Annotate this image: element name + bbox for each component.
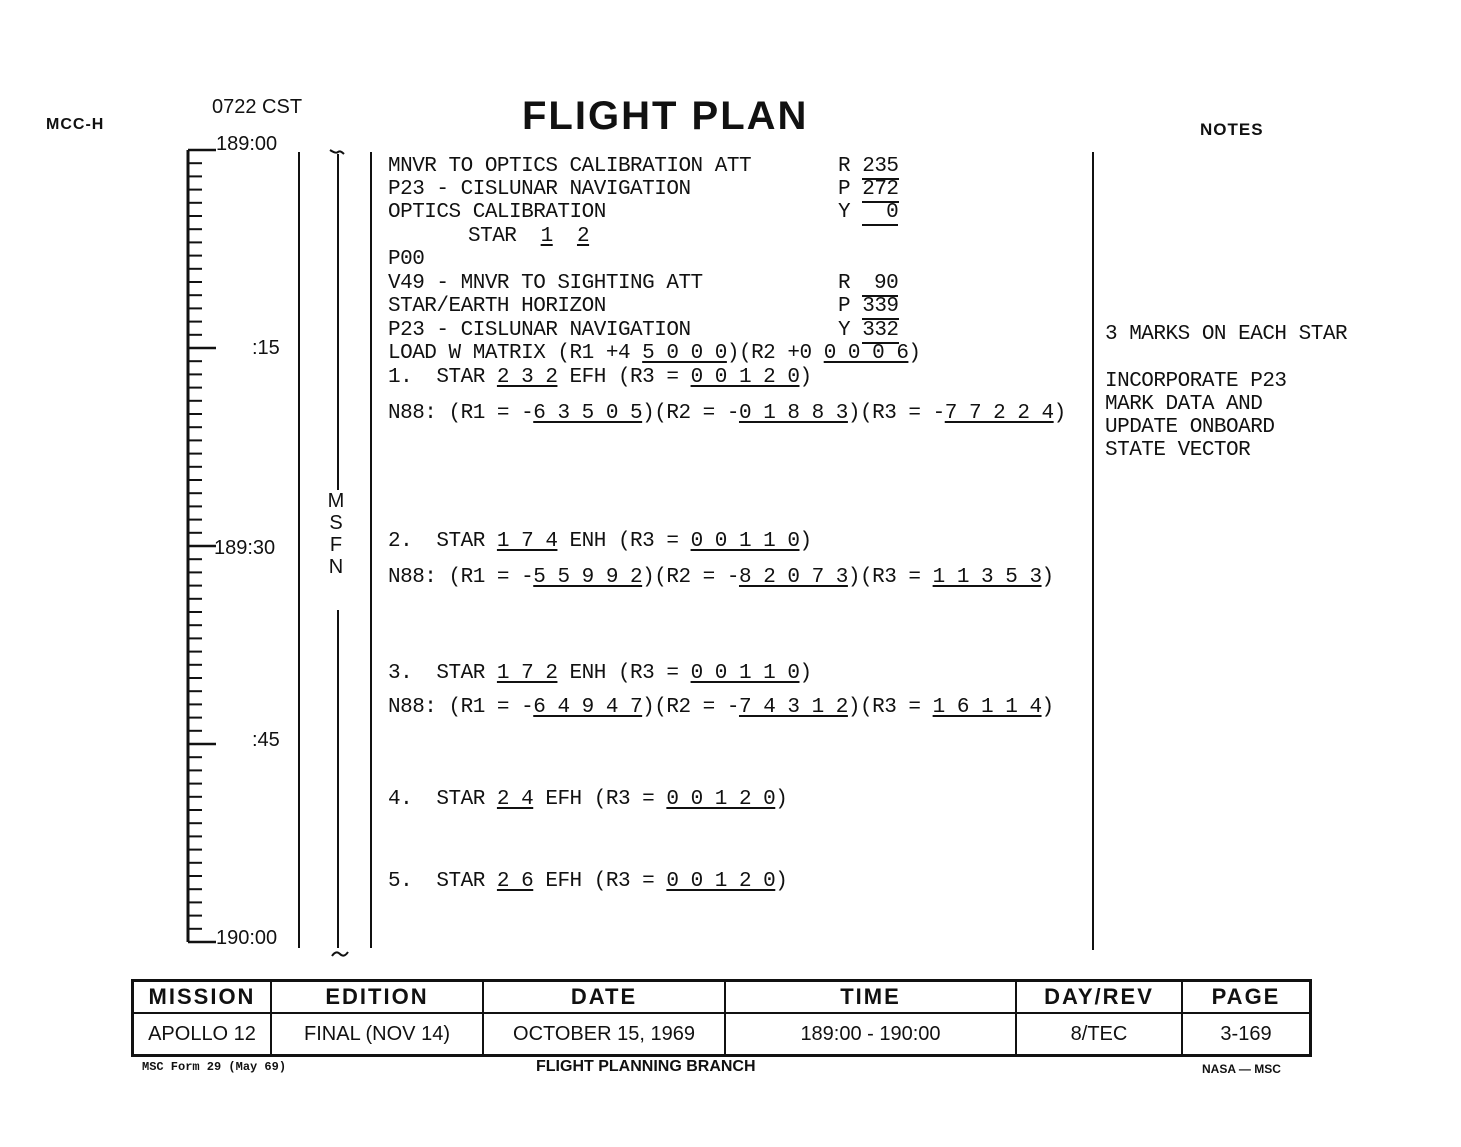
edition-value: FINAL (NOV 14) (271, 1013, 483, 1056)
activity-line: P23 - CISLUNAR NAVIGATION (388, 178, 691, 201)
time-value: 189:00 - 190:00 (725, 1013, 1016, 1056)
msfn-letter: M (327, 490, 345, 512)
footer-header: EDITION (271, 981, 483, 1014)
footer-header-row (133, 981, 1311, 1014)
activity-line: STAR/EARTH HORIZON (388, 295, 606, 318)
footer-header: PAGE (1182, 981, 1311, 1014)
msfn-letter: F (329, 534, 343, 556)
date-value: OCTOBER 15, 1969 (483, 1013, 725, 1056)
note-line: MARK DATA AND (1105, 393, 1263, 416)
note-line: STATE VECTOR (1105, 439, 1251, 462)
msfn-letter: S (329, 512, 343, 534)
time-label-190-00: 190:00 (216, 927, 278, 949)
msfn-letter: N (328, 556, 344, 578)
attitude-pitch-1: P 272 (838, 178, 899, 201)
activity-line: V49 - MNVR TO SIGHTING ATT (388, 272, 703, 295)
n88-line-2: N88: (R1 = -5 5 9 9 2)(R2 = -8 2 0 7 3)(R3 = 1 1 3 5 3) (388, 566, 1054, 589)
star-sighting-4: 4. STAR 2 4 EFH (R3 = 0 0 1 2 0) (388, 788, 788, 811)
n88-line-3: N88: (R1 = -6 4 9 4 7)(R2 = -7 4 3 1 2)(R3 = 1 6 1 1 4) (388, 696, 1054, 719)
star-sighting-1: 1. STAR 2 3 2 EFH (R3 = 0 0 1 2 0) (388, 366, 812, 389)
msfn-label (326, 490, 346, 578)
star-id: 1 (540, 225, 553, 248)
attitude-roll-2: R 90 (838, 272, 899, 295)
column-divider-left (298, 152, 300, 948)
mcc-label: MCC-H (46, 116, 105, 133)
activity-line: P23 - CISLUNAR NAVIGATION (388, 319, 691, 342)
note-line: UPDATE ONBOARD (1105, 416, 1275, 439)
day-rev-value: 8/TEC (1016, 1013, 1182, 1056)
mission-value: APOLLO 12 (133, 1013, 272, 1056)
attitude-yaw-2: Y 332 (838, 319, 899, 342)
activity-line: OPTICS CALIBRATION (388, 201, 606, 224)
time-label-189-30: 189:30 (214, 537, 276, 559)
activity-line: MNVR TO OPTICS CALIBRATION ATT (388, 155, 752, 178)
time-label-45: :45 (252, 729, 280, 751)
n88-line-1: N88: (R1 = -6 3 5 0 5)(R2 = -0 1 8 8 3)(R3 = -7 7 2 2 4) (388, 402, 1066, 425)
page-value: 3-169 (1182, 1013, 1311, 1056)
w-matrix-line: LOAD W MATRIX (R1 +4 5 0 0 0)(R2 +0 0 0 0 6) (388, 342, 921, 365)
cst-time: 0722 CST (212, 96, 303, 118)
attitude-roll-1: R 235 (838, 155, 899, 178)
agency-label: NASA — MSC (1202, 1062, 1281, 1076)
activity-line: P00 (388, 248, 425, 271)
column-divider-notes (1092, 152, 1094, 950)
notes-heading: NOTES (1200, 120, 1264, 139)
footer-header: TIME (725, 981, 1016, 1014)
note-line: 3 MARKS ON EACH STAR (1105, 323, 1348, 346)
branch-name: FLIGHT PLANNING BRANCH (536, 1058, 756, 1075)
time-label-189-00: 189:00 (216, 133, 278, 155)
time-label-15: :15 (252, 337, 280, 359)
column-divider-activities (370, 152, 372, 948)
optics-star-line: STAR 1 2 (468, 225, 590, 248)
note-line: INCORPORATE P23 (1105, 370, 1287, 393)
star-sighting-2: 2. STAR 1 7 4 ENH (R3 = 0 0 1 1 0) (388, 530, 812, 553)
star-sighting-3: 3. STAR 1 7 2 ENH (R3 = 0 0 1 1 0) (388, 662, 812, 685)
page-title: FLIGHT PLAN (522, 94, 809, 138)
footer-header: DAY/REV (1016, 981, 1182, 1014)
star-id: 2 (576, 225, 590, 248)
attitude-pitch-2: P 339 (838, 295, 899, 318)
footer-header: MISSION (133, 981, 272, 1014)
footer-value-row (133, 1013, 1311, 1056)
star-sighting-5: 5. STAR 2 6 EFH (R3 = 0 0 1 2 0) (388, 870, 788, 893)
footer-table (131, 979, 1312, 1057)
form-number: MSC Form 29 (May 69) (142, 1060, 287, 1074)
footer-header: DATE (483, 981, 725, 1014)
attitude-yaw-1: Y 0 (838, 201, 899, 224)
